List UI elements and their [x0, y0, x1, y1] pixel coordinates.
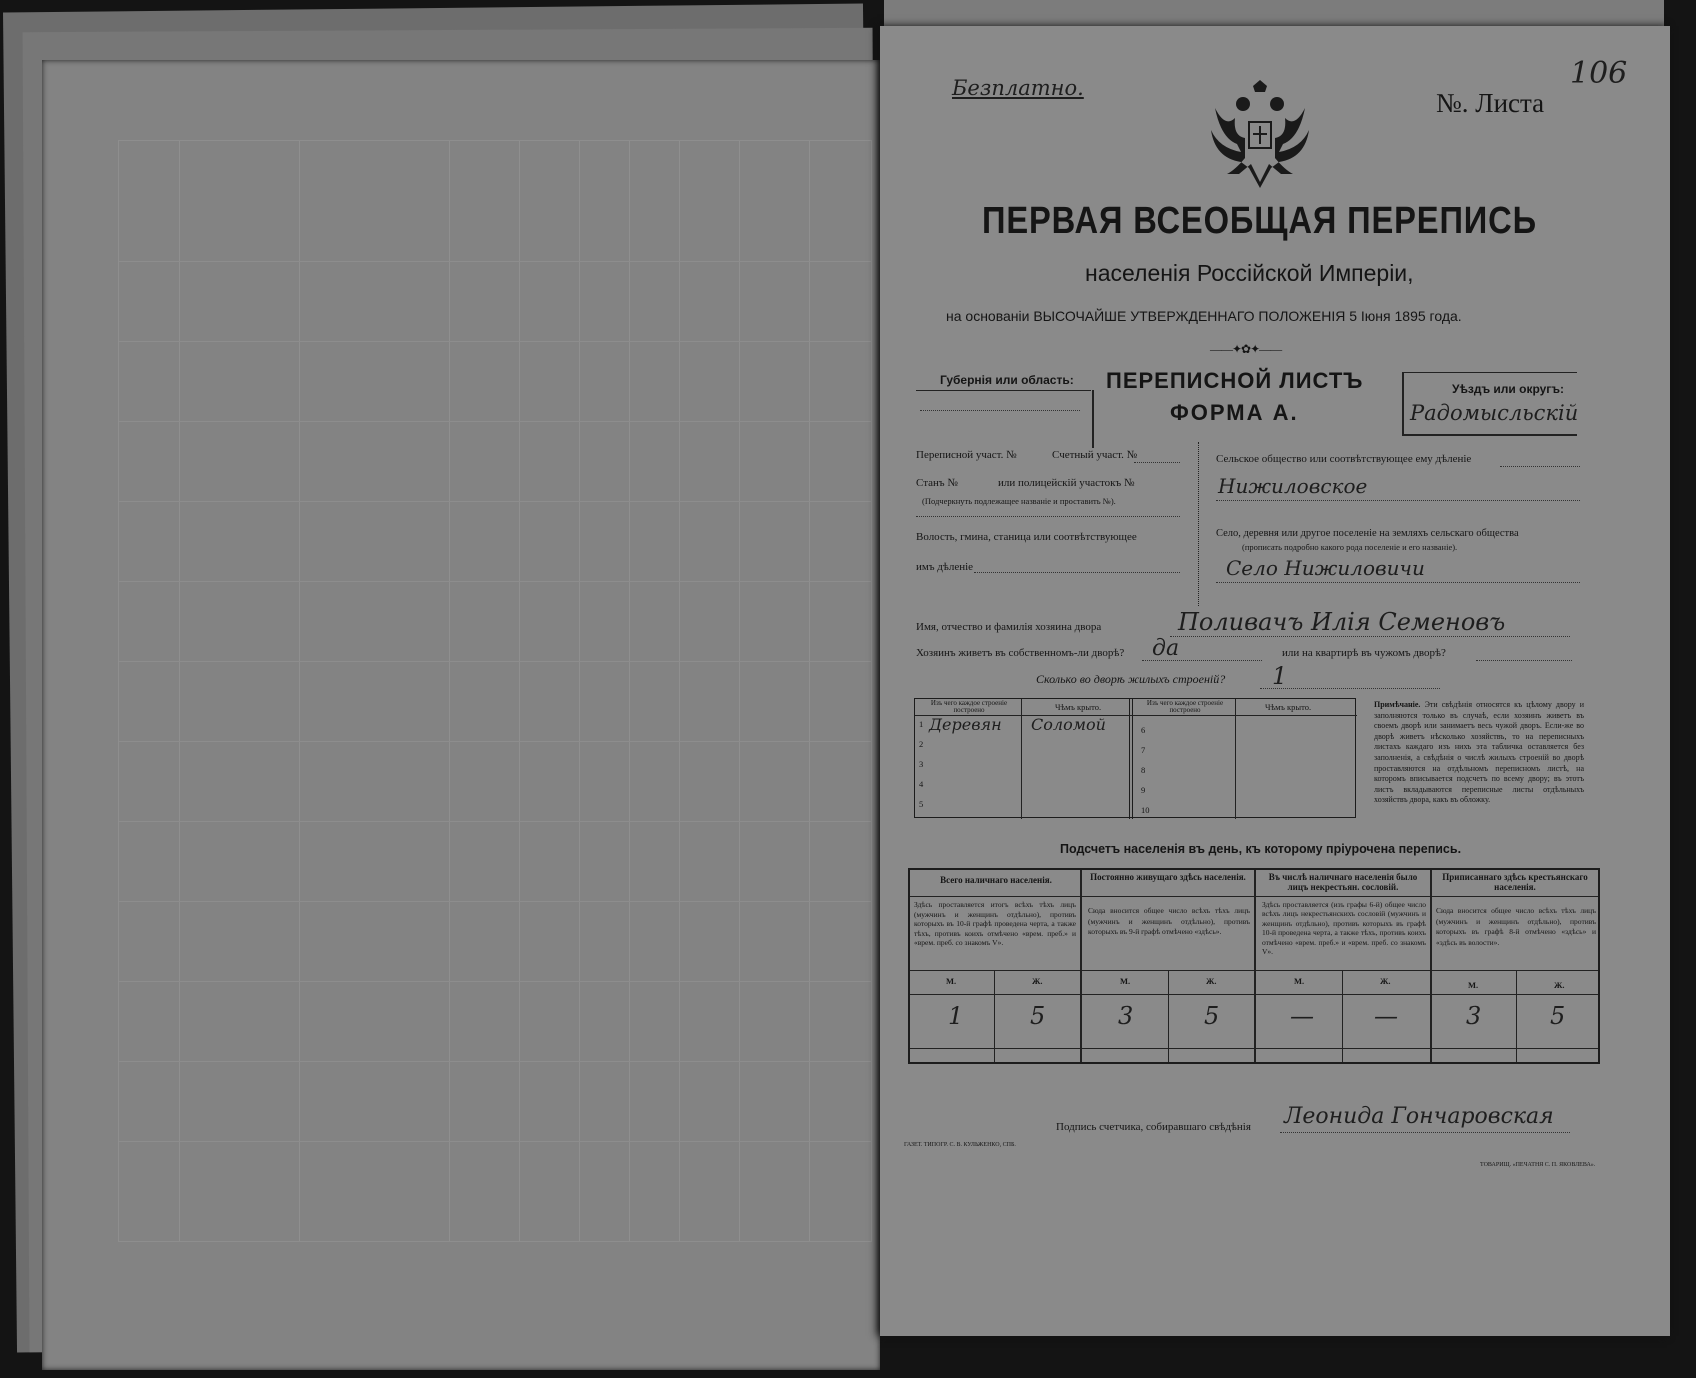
roof-header-2: Чѣмъ крыто.: [1265, 702, 1312, 712]
male-label: М.: [1120, 976, 1131, 986]
faded-grid: [118, 140, 872, 1242]
count-col-desc: Здѣсь проставляется итогъ всѣхъ тѣхъ лицъ (мужчинъ и женщинъ отдѣльно), противъ которыхъ въ 10-й графѣ проведена черта, а также тѣхъ, противъ коихъ отмѣчено «врем. преб.» и «врем. преб. со знакомъ V».: [914, 900, 1076, 948]
district-value: Радомысльскій: [1410, 401, 1579, 425]
ornament-divider: ——✦✿✦——: [1210, 342, 1282, 356]
row-number: 3: [919, 759, 924, 769]
count-value: 5: [1204, 1002, 1220, 1030]
village-label: Село, деревня или другое поселеніе на земляхъ сельскаго общества: [1216, 528, 1519, 539]
row-number: 9: [1141, 785, 1146, 795]
buildings-count-value: 1: [1272, 662, 1288, 690]
sheet-no-label: №. Листа: [1436, 88, 1545, 118]
count-heading: Подсчетъ населенія въ день, къ которому пріурочена перепись.: [1060, 842, 1462, 856]
census-basis: на основаніи ВЫСОЧАЙШЕ УТВЕРЖДЕННАГО ПОЛОЖЕНІЯ 5 Іюня 1895 года.: [946, 308, 1462, 324]
village-value: Село Нижиловичи: [1226, 556, 1425, 580]
female-label: Ж.: [1380, 976, 1391, 986]
census-title: ПЕРВАЯ ВСЕОБЩАЯ ПЕРЕПИСЬ: [982, 200, 1537, 242]
volost-label: Волость, гмина, станица или соотвѣтствующее: [916, 531, 1137, 543]
count-value: 5: [1550, 1002, 1566, 1030]
double-headed-eagle-icon: [1205, 78, 1315, 190]
count-col-title: Приписаннаго здѣсь крестьянскаго населенія.: [1442, 872, 1588, 892]
male-label: М.: [1294, 976, 1305, 986]
count-col-title: Постоянно живущаго здѣсь населенія.: [1090, 872, 1246, 882]
left-page: [42, 60, 880, 1370]
stan-label: Станъ №: [916, 477, 958, 489]
count-section-label: Счетный участ. №: [1052, 449, 1138, 461]
buildings-note: [1374, 700, 1584, 806]
count-value: 3: [1118, 1002, 1134, 1030]
count-col-title: Въ числѣ наличнаго населенія было лицъ некрестьян. сословій.: [1268, 872, 1418, 892]
male-label: М.: [946, 976, 957, 986]
form-subtitle: ФОРМА А.: [1170, 400, 1299, 425]
row-number: 5: [919, 799, 924, 809]
buildings-count-label: Сколько во дворѣ жилыхъ строеній?: [1036, 672, 1226, 686]
count-value: —: [1374, 1002, 1398, 1030]
female-label: Ж.: [1032, 976, 1043, 986]
free-label: Безплатно.: [952, 76, 1084, 100]
printer-left: ГАЗЕТ. ТИПОГР. С. В. КУЛЬЖЕНКО, СПБ.: [904, 1142, 1016, 1148]
row-number: 10: [1141, 805, 1150, 815]
count-col-desc: Здѣсь проставляется (изъ графы 6-й) общее число всѣхъ лицъ некрестьянскихъ сословій (мужчинъ и женщинъ отдѣльно), противъ которыхъ въ графѣ 10-й проведена черта, а также тѣхъ, противъ коихъ отмѣчено «врем. преб.» и «врем. преб. со знакомъ V».: [1262, 900, 1426, 957]
row-number: 7: [1141, 745, 1146, 755]
underline-note: (Подчеркнуть подлежащее названіе и проставить №).: [922, 496, 1116, 506]
census-section-label: Переписной участ. №: [916, 449, 1017, 461]
building-material: Деревян: [929, 715, 1002, 734]
signature-value: Леонида Гончаровская: [1284, 1104, 1554, 1129]
row-number: 8: [1141, 765, 1146, 775]
row-number: 1: [919, 719, 924, 729]
count-col-title: Всего наличнаго населенія.: [940, 875, 1052, 885]
owner-name-value: Поливачъ Илія Семеновъ: [1178, 608, 1506, 636]
count-value: —: [1290, 1002, 1314, 1030]
female-label: Ж.: [1206, 976, 1217, 986]
volost-label-2: имъ дѣленіе: [916, 561, 974, 573]
census-form-page: [880, 26, 1670, 1336]
province-label: Губернія или область:: [940, 373, 1074, 387]
police-section-label: или полицейскій участокъ №: [998, 477, 1135, 489]
society-label: Сельское общество или соотвѣтствующее ему дѣленіе: [1216, 453, 1472, 465]
row-number: 6: [1141, 725, 1146, 735]
building-roof: Соломой: [1031, 715, 1106, 734]
count-value: 3: [1466, 1002, 1482, 1030]
population-count-table: [908, 868, 1600, 1064]
count-col-desc: Сюда вносится общее число всѣхъ тѣхъ лицъ (мужчинъ и женщинъ отдѣльно), противъ которыхъ въ графѣ 8-й отмѣчено «здѣсь» и «здѣсь въ волости».: [1436, 906, 1596, 947]
sheet-no-value: 106: [1570, 56, 1628, 91]
row-number: 2: [919, 739, 924, 749]
census-subtitle: населенія Россійской Имперіи,: [1085, 260, 1414, 286]
roof-header: Чѣмъ крыто.: [1055, 702, 1102, 712]
owner-lives-label: Хозяинъ живетъ въ собственномъ-ли дворѣ?: [916, 647, 1125, 659]
printer-right: ТОВАРИЩ. «ПЕЧАТНЯ С. П. ЯКОВЛЕВА».: [1480, 1162, 1596, 1168]
signature-label: Подпись счетчика, собиравшаго свѣдѣнія: [1056, 1121, 1251, 1133]
society-value: Нижиловское: [1218, 474, 1368, 498]
count-value: 1: [948, 1002, 964, 1030]
owner-name-label: Имя, отчество и фамилія хозяина двора: [916, 621, 1102, 633]
material-header-2: Изъ чего каждое строеніе построено: [1146, 699, 1224, 714]
buildings-table: [914, 698, 1356, 818]
count-col-desc: Сюда вносится общее число всѣхъ тѣхъ лицъ (мужчинъ и женщинъ отдѣльно), противъ которыхъ въ 9-й графѣ отмѣчено «здѣсь».: [1088, 906, 1250, 936]
material-header: Изъ чего каждое строеніе построено: [930, 699, 1008, 714]
count-value: 5: [1030, 1002, 1046, 1030]
village-note: (прописать подробно какого рода поселеніе и его названіе).: [1242, 542, 1458, 552]
note-title: Примѣчаніе.: [1374, 700, 1421, 709]
owner-lives-value: да: [1152, 636, 1180, 661]
male-label: М.: [1468, 980, 1479, 990]
district-label: Уѣздъ или округъ:: [1452, 382, 1565, 396]
row-number: 4: [919, 779, 924, 789]
owner-or-label: или на квартирѣ въ чужомъ дворѣ?: [1282, 647, 1446, 659]
female-label: Ж.: [1554, 980, 1565, 990]
form-title: ПЕРЕПИСНОЙ ЛИСТЪ: [1106, 368, 1364, 393]
note-text: Эти свѣдѣнія относятся къ цѣлому двору и заполняются только въ случаѣ, если хозяинъ живетъ въ своемъ дворѣ или занимаетъ весь чужой дворъ. Если-же во дворѣ живетъ нѣсколько хозяйствъ, то на переписныхъ листахъ каждаго изъ нихъ эта табличка оставляется без заполненія, а свѣдѣнія о числѣ жилыхъ строеній во дворѣ проставляются на отдѣльномъ переписномъ листѣ, на которомъ вписывается подсчетъ по всему двору; въ этотъ листъ вкладываются переписные листы отдѣльныхъ хозяйствъ двора, какъ въ обложку.: [1374, 700, 1585, 805]
